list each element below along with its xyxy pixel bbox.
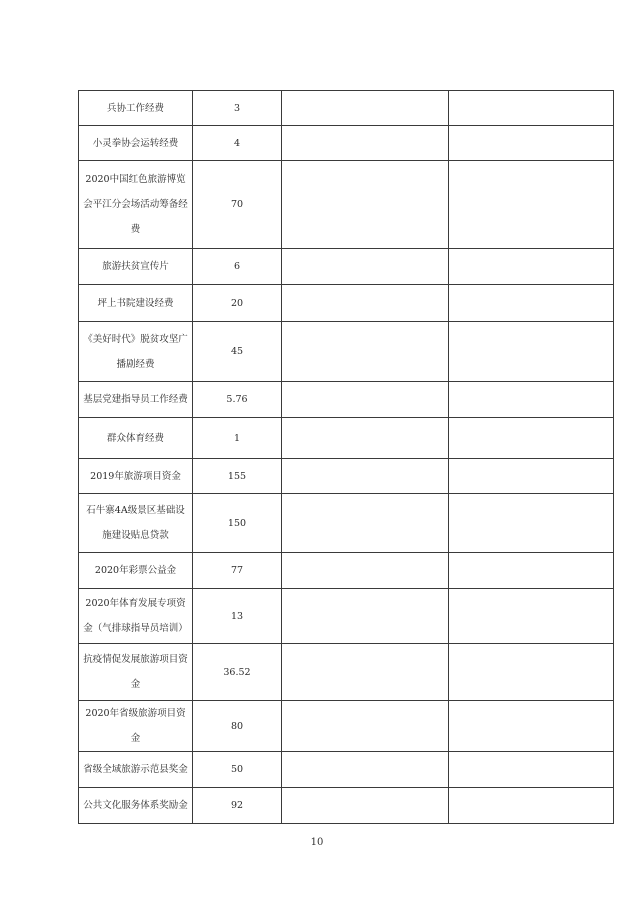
blank-cell <box>449 285 614 322</box>
blank-cell <box>449 553 614 589</box>
item-name: 2020年彩票公益金 <box>79 553 193 589</box>
table-row <box>79 285 614 322</box>
blank-cell <box>282 494 449 553</box>
item-amount: 45 <box>193 322 282 382</box>
blank-cell <box>282 285 449 322</box>
item-amount: 80 <box>193 701 282 752</box>
blank-cell <box>449 494 614 553</box>
blank-cell <box>449 418 614 459</box>
item-amount: 1 <box>193 418 282 459</box>
blank-cell <box>282 382 449 418</box>
item-amount: 4 <box>193 126 282 161</box>
blank-cell <box>449 701 614 752</box>
blank-cell <box>282 322 449 382</box>
table-row <box>79 752 614 788</box>
budget-table <box>78 90 614 824</box>
blank-cell <box>282 553 449 589</box>
blank-cell <box>282 788 449 824</box>
item-amount: 36.52 <box>193 644 282 701</box>
blank-cell <box>282 589 449 644</box>
blank-cell <box>449 752 614 788</box>
item-amount: 77 <box>193 553 282 589</box>
item-amount: 50 <box>193 752 282 788</box>
blank-cell <box>282 459 449 494</box>
item-amount: 20 <box>193 285 282 322</box>
table-row <box>79 126 614 161</box>
table-row <box>79 418 614 459</box>
blank-cell <box>282 418 449 459</box>
item-name: 2019年旅游项目资金 <box>79 459 193 494</box>
blank-cell <box>449 589 614 644</box>
table-row <box>79 161 614 249</box>
blank-cell <box>282 644 449 701</box>
item-name: 公共文化服务体系奖励金 <box>79 788 193 824</box>
blank-cell <box>282 161 449 249</box>
table-row <box>79 91 614 126</box>
blank-cell <box>282 752 449 788</box>
blank-cell <box>449 161 614 249</box>
item-name: 石牛寨4A级景区基础设施建设贴息贷款 <box>79 494 193 553</box>
table-row <box>79 249 614 285</box>
item-amount: 155 <box>193 459 282 494</box>
item-amount: 13 <box>193 589 282 644</box>
item-name: 省级全域旅游示范县奖金 <box>79 752 193 788</box>
item-name: 2020中国红色旅游博览会平江分会场活动筹备经费 <box>79 161 193 249</box>
table-row <box>79 553 614 589</box>
blank-cell <box>449 249 614 285</box>
item-amount: 70 <box>193 161 282 249</box>
table-row <box>79 644 614 701</box>
blank-cell <box>282 249 449 285</box>
item-name: 《美好时代》脱贫攻坚广播剧经费 <box>79 322 193 382</box>
blank-cell <box>449 459 614 494</box>
item-name: 旅游扶贫宣传片 <box>79 249 193 285</box>
item-amount: 3 <box>193 91 282 126</box>
table-row <box>79 459 614 494</box>
item-amount: 6 <box>193 249 282 285</box>
item-name: 坪上书院建设经费 <box>79 285 193 322</box>
table-row <box>79 382 614 418</box>
budget-table-body <box>79 91 614 824</box>
blank-cell <box>282 91 449 126</box>
item-name: 兵协工作经费 <box>79 91 193 126</box>
item-name: 2020年省级旅游项目资金 <box>79 701 193 752</box>
blank-cell <box>449 126 614 161</box>
blank-cell <box>282 126 449 161</box>
blank-cell <box>449 382 614 418</box>
table-row <box>79 788 614 824</box>
blank-cell <box>449 322 614 382</box>
item-name: 小灵拳协会运转经费 <box>79 126 193 161</box>
blank-cell <box>282 701 449 752</box>
item-name: 抗疫情促发展旅游项目资金 <box>79 644 193 701</box>
table-row <box>79 494 614 553</box>
table-row <box>79 701 614 752</box>
blank-cell <box>449 644 614 701</box>
item-amount: 92 <box>193 788 282 824</box>
table-row <box>79 322 614 382</box>
page-number: 10 <box>310 837 324 848</box>
item-amount: 150 <box>193 494 282 553</box>
item-name: 群众体育经费 <box>79 418 193 459</box>
item-name: 基层党建指导员工作经费 <box>79 382 193 418</box>
item-name: 2020年体育发展专项资金（气排球指导员培训） <box>79 589 193 644</box>
blank-cell <box>449 788 614 824</box>
table-row <box>79 589 614 644</box>
blank-cell <box>449 91 614 126</box>
item-amount: 5.76 <box>193 382 282 418</box>
